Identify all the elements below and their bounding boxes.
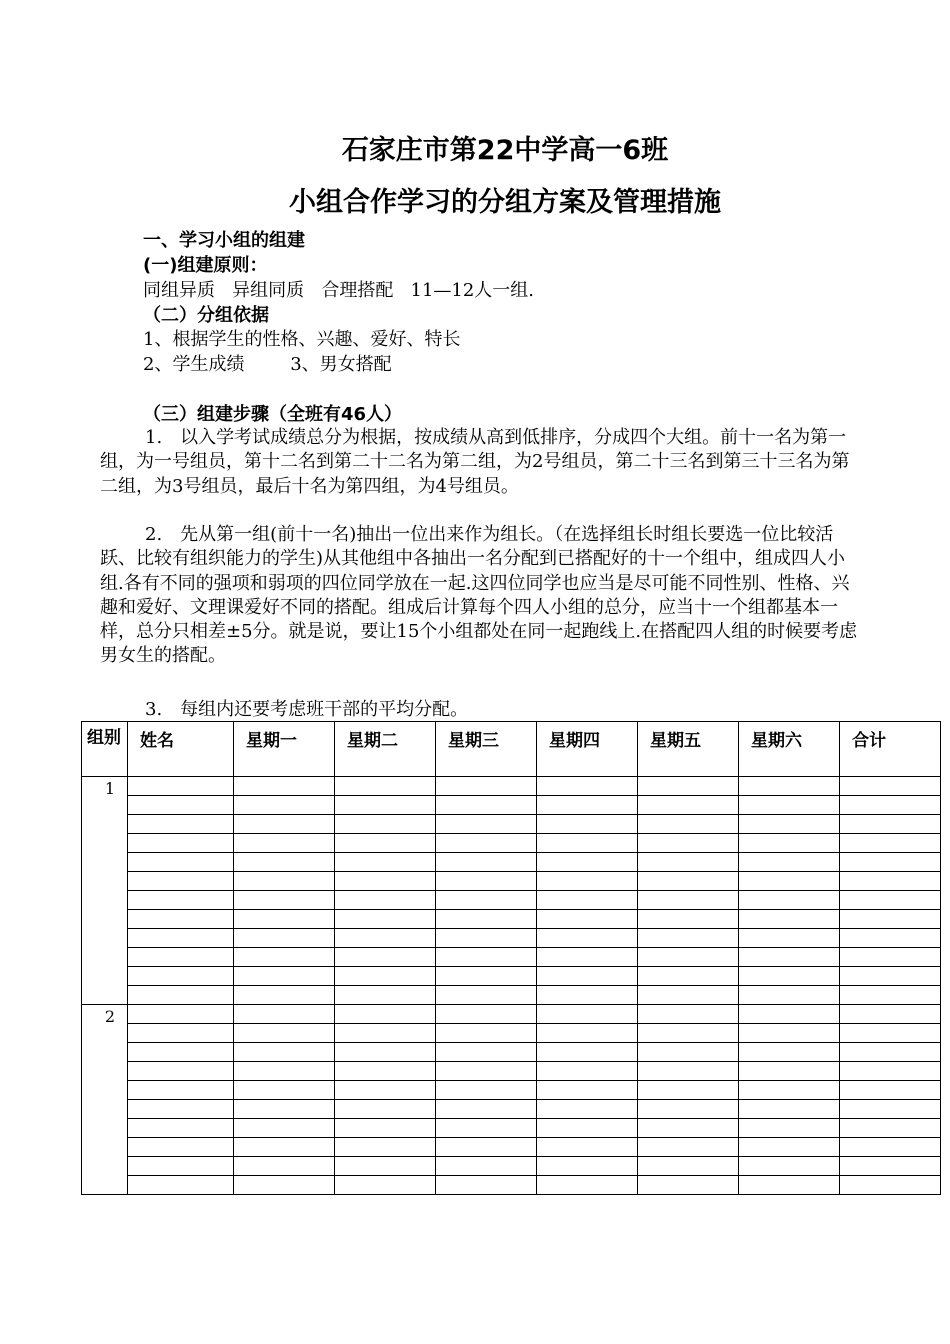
table-cell (840, 891, 941, 910)
table-row (82, 853, 941, 872)
table-row (82, 1157, 941, 1176)
basis-item-2: 2、学生成绩 3、男女搭配 (143, 354, 392, 375)
table-row (82, 967, 941, 986)
table-cell (739, 834, 840, 853)
table-cell (638, 929, 739, 948)
table-cell (436, 796, 537, 815)
table-cell (537, 853, 638, 872)
table-cell (840, 872, 941, 891)
basis-item-1: 1、根据学生的性格、兴趣、爱好、特长 (143, 329, 461, 350)
table-row (82, 948, 941, 967)
table-cell (436, 834, 537, 853)
table-cell (537, 967, 638, 986)
table-cell (739, 796, 840, 815)
group-1-rows (82, 777, 941, 1005)
table-cell (638, 891, 739, 910)
table-cell (234, 1024, 335, 1043)
table-row (82, 986, 941, 1005)
table-cell (840, 1138, 941, 1157)
table-cell (436, 1157, 537, 1176)
table-cell (638, 910, 739, 929)
header-total: 合计 (840, 722, 941, 777)
table-cell (436, 1043, 537, 1062)
table-cell (234, 929, 335, 948)
table-cell (234, 1119, 335, 1138)
table-row (82, 1043, 941, 1062)
table-cell (537, 834, 638, 853)
table-header-row (82, 722, 941, 777)
table-cell (436, 948, 537, 967)
group-2-rows (82, 1005, 941, 1195)
table-cell (638, 1024, 739, 1043)
table-cell (537, 1062, 638, 1081)
table-cell (537, 815, 638, 834)
table-cell (335, 910, 436, 929)
table-cell (537, 986, 638, 1005)
table-cell (234, 1100, 335, 1119)
table-cell (638, 1138, 739, 1157)
table-cell (840, 1062, 941, 1081)
table-cell (537, 1024, 638, 1043)
table-cell (128, 1119, 234, 1138)
page-subtitle: 小组合作学习的分组方案及管理措施 (289, 187, 721, 218)
table-cell (537, 1081, 638, 1100)
table-row (82, 1176, 941, 1195)
table-cell (638, 872, 739, 891)
table-cell (638, 967, 739, 986)
table-row (82, 815, 941, 834)
table-cell (840, 910, 941, 929)
table-cell (128, 1043, 234, 1062)
table-cell (739, 1176, 840, 1195)
table-row (82, 891, 941, 910)
table-cell (638, 1062, 739, 1081)
table-cell (335, 1024, 436, 1043)
table-cell (739, 1157, 840, 1176)
table-cell (128, 1024, 234, 1043)
table-cell (335, 1157, 436, 1176)
table-row (82, 796, 941, 815)
table-cell (436, 1081, 537, 1100)
table-cell (739, 853, 840, 872)
table-cell (840, 815, 941, 834)
table-cell (840, 834, 941, 853)
table-cell (335, 815, 436, 834)
table-row (82, 872, 941, 891)
table-cell (436, 1100, 537, 1119)
table-cell (840, 1176, 941, 1195)
table-cell (128, 1157, 234, 1176)
table-row (82, 1081, 941, 1100)
header-thursday: 星期四 (537, 722, 638, 777)
table-cell (840, 1100, 941, 1119)
table-cell (537, 1157, 638, 1176)
table-cell (537, 796, 638, 815)
table-cell (234, 986, 335, 1005)
group-number: 2 (82, 1005, 128, 1195)
table-cell (638, 796, 739, 815)
table-cell (638, 834, 739, 853)
table-cell (840, 1157, 941, 1176)
table-cell (128, 1138, 234, 1157)
table-cell (436, 1138, 537, 1157)
step-3-paragraph: 3. 每组内还要考虑班干部的平均分配。 (145, 699, 469, 720)
table-row (82, 777, 941, 796)
group-number: 1 (82, 777, 128, 1005)
table-cell (234, 872, 335, 891)
table-cell (335, 948, 436, 967)
header-group: 组别 (82, 722, 128, 777)
table-cell (128, 815, 234, 834)
page-title: 石家庄市第22中学高一6班 (341, 135, 669, 166)
table-cell (234, 891, 335, 910)
table-cell (638, 986, 739, 1005)
table-cell (128, 986, 234, 1005)
table-cell (436, 986, 537, 1005)
table-cell (128, 1176, 234, 1195)
table-row (82, 834, 941, 853)
table-cell (537, 929, 638, 948)
table-cell (234, 1138, 335, 1157)
table-cell (840, 1024, 941, 1043)
table-cell (638, 1043, 739, 1062)
table-cell (335, 1081, 436, 1100)
table-cell (234, 815, 335, 834)
table-cell (335, 1062, 436, 1081)
table-cell (537, 910, 638, 929)
table-cell (840, 986, 941, 1005)
table-cell (234, 967, 335, 986)
table-cell (739, 1024, 840, 1043)
table-cell (638, 1176, 739, 1195)
table-cell (537, 891, 638, 910)
table-cell (335, 1176, 436, 1195)
table-cell (436, 1119, 537, 1138)
table-cell (739, 872, 840, 891)
table-cell (335, 986, 436, 1005)
table-cell (537, 948, 638, 967)
table-cell (739, 910, 840, 929)
table-cell (638, 853, 739, 872)
table-row (82, 1062, 941, 1081)
table-cell (537, 872, 638, 891)
table-cell (335, 853, 436, 872)
table-cell (128, 967, 234, 986)
table-cell (128, 1062, 234, 1081)
table-cell (234, 1081, 335, 1100)
table-row (82, 1100, 941, 1119)
principle-text: 同组异质 异组同质 合理搭配 11—12人一组. (143, 280, 535, 301)
table-cell (234, 910, 335, 929)
table-cell (335, 872, 436, 891)
table-cell (128, 834, 234, 853)
attendance-table (81, 721, 941, 1195)
table-cell (537, 1043, 638, 1062)
header-friday: 星期五 (638, 722, 739, 777)
table-row (82, 1005, 941, 1024)
table-cell (436, 929, 537, 948)
table-cell (128, 1081, 234, 1100)
table-cell (436, 815, 537, 834)
table-cell (840, 1081, 941, 1100)
table-cell (739, 948, 840, 967)
table-row (82, 1138, 941, 1157)
table-cell (840, 929, 941, 948)
table-cell (335, 891, 436, 910)
table-cell (128, 929, 234, 948)
table-cell (840, 1043, 941, 1062)
table-cell (335, 796, 436, 815)
table-cell (638, 815, 739, 834)
header-monday: 星期一 (234, 722, 335, 777)
table-cell (638, 1100, 739, 1119)
table-cell (537, 1138, 638, 1157)
header-name: 姓名 (128, 722, 234, 777)
table-cell (128, 853, 234, 872)
table-cell (234, 1176, 335, 1195)
table-cell (128, 1100, 234, 1119)
table-cell (436, 1024, 537, 1043)
table-row (82, 1024, 941, 1043)
table-cell (840, 853, 941, 872)
table-cell (234, 1043, 335, 1062)
section-heading-formation: 一、学习小组的组建 (143, 230, 305, 251)
table-cell (335, 929, 436, 948)
table-cell (739, 815, 840, 834)
table-cell (128, 948, 234, 967)
table-row (82, 910, 941, 929)
header-wednesday: 星期三 (436, 722, 537, 777)
table-cell (739, 1043, 840, 1062)
table-cell (335, 1138, 436, 1157)
table-cell (128, 910, 234, 929)
table-cell (537, 1176, 638, 1195)
table-cell (335, 834, 436, 853)
table-cell (739, 891, 840, 910)
table-cell (335, 967, 436, 986)
table-cell (128, 891, 234, 910)
basis-heading: （二）分组依据 (143, 305, 269, 326)
step-1-paragraph: 1. 以入学考试成绩总分为根据，按成绩从高到低排序，分成四个大组。前十一名为第一组，为一号组员，第十二名到第二十二名为第二组，为2号组员，第二十三名到第三十三名为第二组，为3号组员，最后十名为第四组，为4号组员。 (100, 427, 850, 497)
table-cell (128, 796, 234, 815)
header-saturday: 星期六 (739, 722, 840, 777)
table-cell (436, 872, 537, 891)
table-cell (436, 891, 537, 910)
table-cell (537, 1119, 638, 1138)
table-cell (739, 986, 840, 1005)
table-cell (234, 853, 335, 872)
table-cell (739, 1100, 840, 1119)
table-cell (234, 1062, 335, 1081)
table-cell (638, 1119, 739, 1138)
table-cell (234, 948, 335, 967)
table-cell (638, 1157, 739, 1176)
principle-heading: (一)组建原则： (143, 255, 268, 276)
table-cell (840, 796, 941, 815)
table-cell (436, 910, 537, 929)
table-cell (436, 1062, 537, 1081)
table-cell (335, 1119, 436, 1138)
steps-heading: （三）组建步骤（全班有46人） (143, 404, 403, 425)
table-cell (537, 1100, 638, 1119)
table-cell (638, 1081, 739, 1100)
table-cell (739, 967, 840, 986)
table-row (82, 929, 941, 948)
table-cell (436, 853, 537, 872)
table-cell (739, 1062, 840, 1081)
table-row (82, 1119, 941, 1138)
table-cell (234, 1157, 335, 1176)
table-cell (840, 967, 941, 986)
table-cell (739, 1081, 840, 1100)
table-cell (739, 929, 840, 948)
table-cell (335, 1043, 436, 1062)
table-cell (335, 1100, 436, 1119)
table-cell (739, 1138, 840, 1157)
header-tuesday: 星期二 (335, 722, 436, 777)
table-cell (234, 834, 335, 853)
table-cell (128, 872, 234, 891)
table-cell (436, 1176, 537, 1195)
table-cell (739, 1119, 840, 1138)
table-cell (638, 948, 739, 967)
table-cell (840, 1119, 941, 1138)
table-cell (840, 948, 941, 967)
table-cell (436, 967, 537, 986)
step-2-paragraph: 2. 先从第一组(前十一名)抽出一位出来作为组长。（在选择组长时组长要选一位比较活跃、比较有组织能力的学生)从其他组中各抽出一名分配到已搭配好的十一个组中，组成四人小组.各有不同的强项和弱项的四位同学放在一起.这四位同学也应当是尽可能不同性别、性格、兴趣和爱好、文理课爱好不同的搭配。组成后计算每个四人小组的总分，应当十一个组都基本一样，总分只相差±5分。就是说，要让15个小组都处在同一起跑线上.在搭配四人组的时候要考虑男女生的搭配。 (100, 524, 858, 667)
table-cell (234, 796, 335, 815)
